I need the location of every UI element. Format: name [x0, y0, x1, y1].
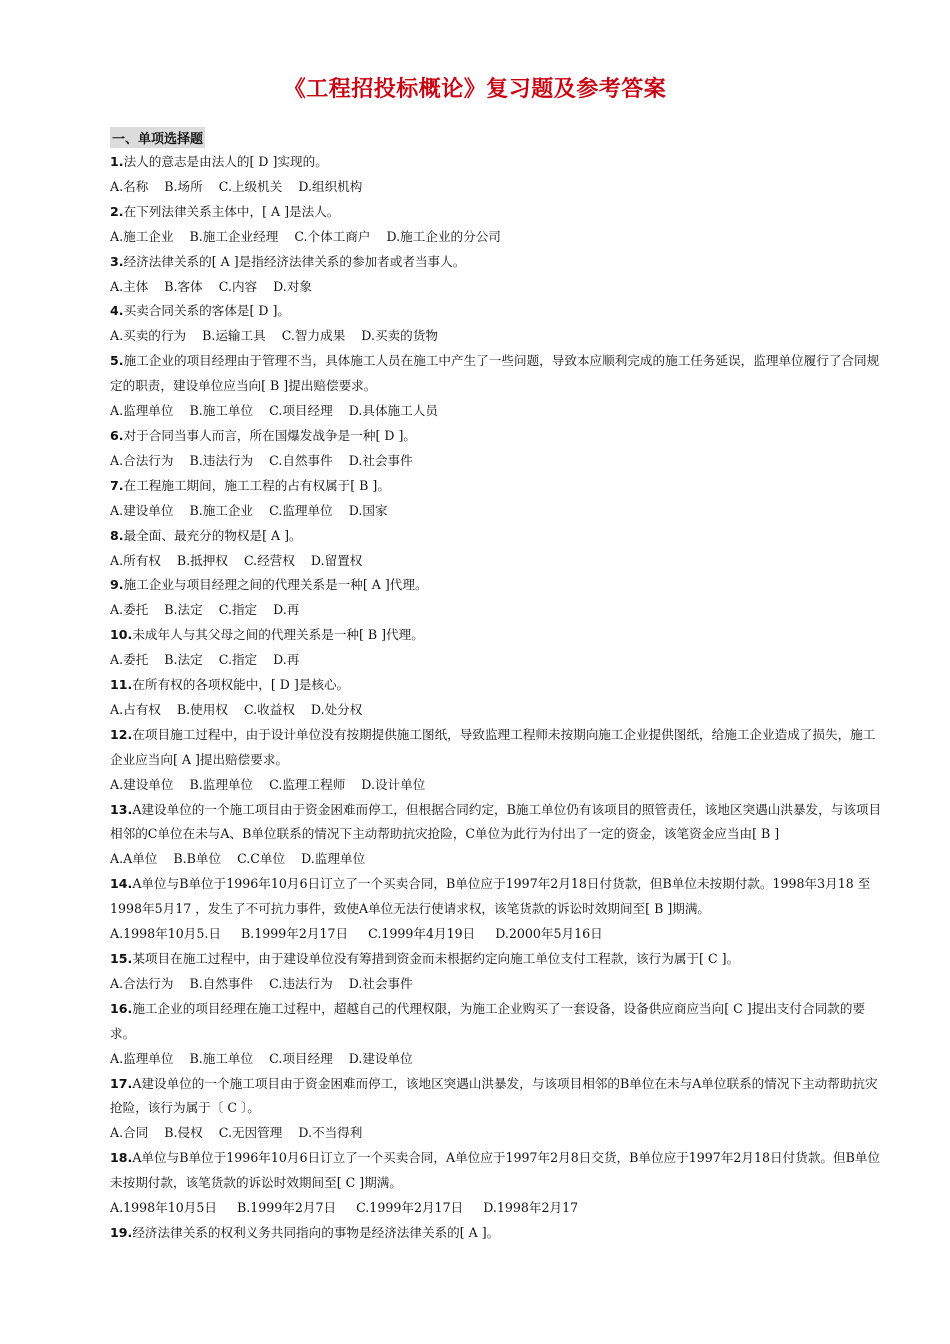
question-text: A单位与B单位于1996年10月6日订立了一个买卖合同，B单位应于1997年2月18日付货款，但B单位未按期付款。1998年3月18 至 1998年5月17 ，发生了不可抗力事件，致使A单位无法行使请求权，该笔货款的诉讼时效期间至[ B ]期满。	[110, 876, 871, 917]
question-19	[82, 1221, 882, 1246]
answer-options: A.建设单位 B.监理单位 C.监理工程师 D.设计单位	[110, 776, 426, 792]
answer-options: A.1998年10月5日 B.1999年2月7日 C.1999年2月17日 D.1998年2月17	[110, 1200, 579, 1216]
question-number: 2.	[110, 203, 124, 219]
question-number: 11.	[110, 677, 133, 693]
question-number: 7.	[110, 477, 124, 493]
question-18	[82, 1146, 882, 1196]
question-16	[82, 997, 882, 1047]
question-14	[82, 872, 882, 922]
answer-options: A.合同 B.侵权 C.无因管理 D.不当得利	[110, 1125, 363, 1141]
answer-options: A.监理单位 B.施工单位 C.项目经理 D.具体施工人员	[110, 403, 438, 419]
question-text: 买卖合同关系的客体是[ D ]。	[123, 303, 291, 319]
question-1	[82, 150, 882, 175]
question-number: 1.	[110, 154, 124, 169]
section-heading: 一、单项选择题	[110, 127, 205, 148]
question-number: 19.	[110, 1224, 133, 1240]
answer-options: A.1998年10月5.日 B.1999年2月17日 C.1999年4月19日 D.2000年5月16日	[110, 926, 603, 942]
question-text: 法人的意志是由法人的[ D ]实现的。	[123, 154, 328, 169]
answer-options: A.买卖的行为 B.运输工具 C.智力成果 D.买卖的货物	[110, 328, 438, 344]
question-15	[82, 947, 882, 972]
question-number: 16.	[110, 1000, 133, 1016]
question-11	[82, 673, 882, 698]
question-text: A单位与B单位于1996年10月6日订立了一个买卖合同，A单位应于1997年2月8日交货，B单位应于1997年2月18日付货款。但B单位未按期付款，该笔货款的诉讼时效期间至[ C ]期满。	[110, 1150, 881, 1191]
question-5	[82, 349, 882, 399]
question-number: 5.	[110, 353, 124, 369]
question-number: 9.	[110, 577, 124, 593]
question-3	[82, 250, 882, 275]
question-text: 在工程施工期间，施工工程的占有权属于[ B ]。	[123, 477, 390, 493]
question-6	[82, 424, 882, 449]
question-text: 经济法律关系的权利义务共同指向的事物是经济法律关系的[ A ]。	[132, 1224, 500, 1240]
question-text: 未成年人与其父母之间的代理关系是一种[ B ]代理。	[132, 627, 424, 643]
question-text: 在下列法律关系主体中，[ A ]是法人。	[123, 203, 340, 219]
question-text: 施工企业的项目经理在施工过程中，超越自己的代理权限，为施工企业购买了一套设备，设备供应商应当向[ C ]提出支付合同款的要求。	[110, 1000, 866, 1041]
question-number: 4.	[110, 303, 124, 319]
answer-options: A.合法行为 B.违法行为 C.自然事件 D.社会事件	[110, 452, 413, 468]
document-title: 《工程招投标概论》复习题及参考答案	[283, 77, 667, 102]
question-text: 在所有权的各项权能中，[ D ]是核心。	[132, 677, 350, 693]
question-number: 15.	[110, 951, 133, 966]
answer-options: A.委托 B.法定 C.指定 D.再	[110, 602, 300, 618]
question-number: 14.	[110, 876, 133, 892]
answer-options: A.监理单位 B.施工单位 C.项目经理 D.建设单位	[110, 1050, 413, 1066]
answer-options: A.委托 B.法定 C.指定 D.再	[110, 652, 300, 668]
question-text: 在项目施工过程中，由于设计单位没有按期提供施工图纸，导致监理工程师未按期向施工企业提供图纸，给施工企业造成了损失，施工企业应当向[ A ]提出赔偿要求。	[110, 726, 876, 767]
question-number: 18.	[110, 1150, 133, 1166]
question-number: 17.	[110, 1075, 133, 1091]
question-number: 10.	[110, 627, 133, 643]
question-number: 12.	[110, 726, 133, 742]
question-number: 6.	[110, 427, 124, 443]
question-4	[82, 299, 882, 324]
question-7	[82, 474, 882, 499]
question-text: 对于合同当事人而言，所在国爆发战争是一种[ D ]。	[123, 427, 416, 443]
question-number: 3.	[110, 253, 124, 269]
question-2	[82, 200, 882, 225]
question-list	[82, 150, 882, 1246]
question-text: 最全面、最充分的物权是[ A ]。	[123, 527, 302, 543]
question-8	[82, 524, 882, 549]
answer-options: A.主体 B.客体 C.内容 D.对象	[110, 278, 312, 294]
question-17	[82, 1072, 882, 1122]
answer-options: A.名称 B.场所 C.上级机关 D.组织机构	[110, 178, 363, 194]
question-text: 经济法律关系的[ A ]是指经济法律关系的参加者或者当事人。	[123, 253, 466, 269]
question-10	[82, 623, 882, 648]
question-13	[82, 798, 882, 848]
answer-options: A.建设单位 B.施工企业 C.监理单位 D.国家	[110, 502, 388, 518]
question-text: A建设单位的一个施工项目由于资金困难而停工，但根据合同约定，B施工单位仍有该项目的照管责任，该地区突遇山洪暴发，与该项目相邻的C单位在未与A、B单位联系的情况下主动帮助抗灾抢险，C单位为此行为付出了一定的资金，该笔资金应当由[ B ]	[110, 801, 882, 842]
question-9	[82, 573, 882, 598]
answer-options: A.施工企业 B.施工企业经理 C.个体工商户 D.施工企业的分公司	[110, 228, 501, 244]
answer-options: A.合法行为 B.自然事件 C.违法行为 D.社会事件	[110, 975, 413, 991]
question-text: 某项目在施工过程中，由于建设单位没有筹措到资金而未根据约定向施工单位支付工程款，该行为属于[ C ]。	[132, 951, 740, 966]
question-text: 施工企业与项目经理之间的代理关系是一种[ A ]代理。	[123, 577, 428, 593]
question-number: 8.	[110, 527, 124, 543]
answer-options: A.A单位 B.B单位 C.C单位 D.监理单位	[110, 851, 366, 867]
question-text: A建设单位的一个施工项目由于资金困难而停工，该地区突遇山洪暴发，与该项目相邻的B单位在未与A单位联系的情况下主动帮助抗灾抢险，该行为属于〔 C 〕。	[110, 1075, 878, 1116]
question-12	[82, 723, 882, 773]
answer-options: A.所有权 B.抵押权 C.经营权 D.留置权	[110, 552, 363, 568]
answer-options: A.占有权 B.使用权 C.收益权 D.处分权	[110, 701, 363, 717]
question-number: 13.	[110, 801, 133, 817]
question-text: 施工企业的项目经理由于管理不当，具体施工人员在施工中产生了一些问题，导致本应顺利完成的施工任务延误，监理单位履行了合同规定的职责，建设单位应当向[ B ]提出赔偿要求。	[110, 353, 880, 394]
